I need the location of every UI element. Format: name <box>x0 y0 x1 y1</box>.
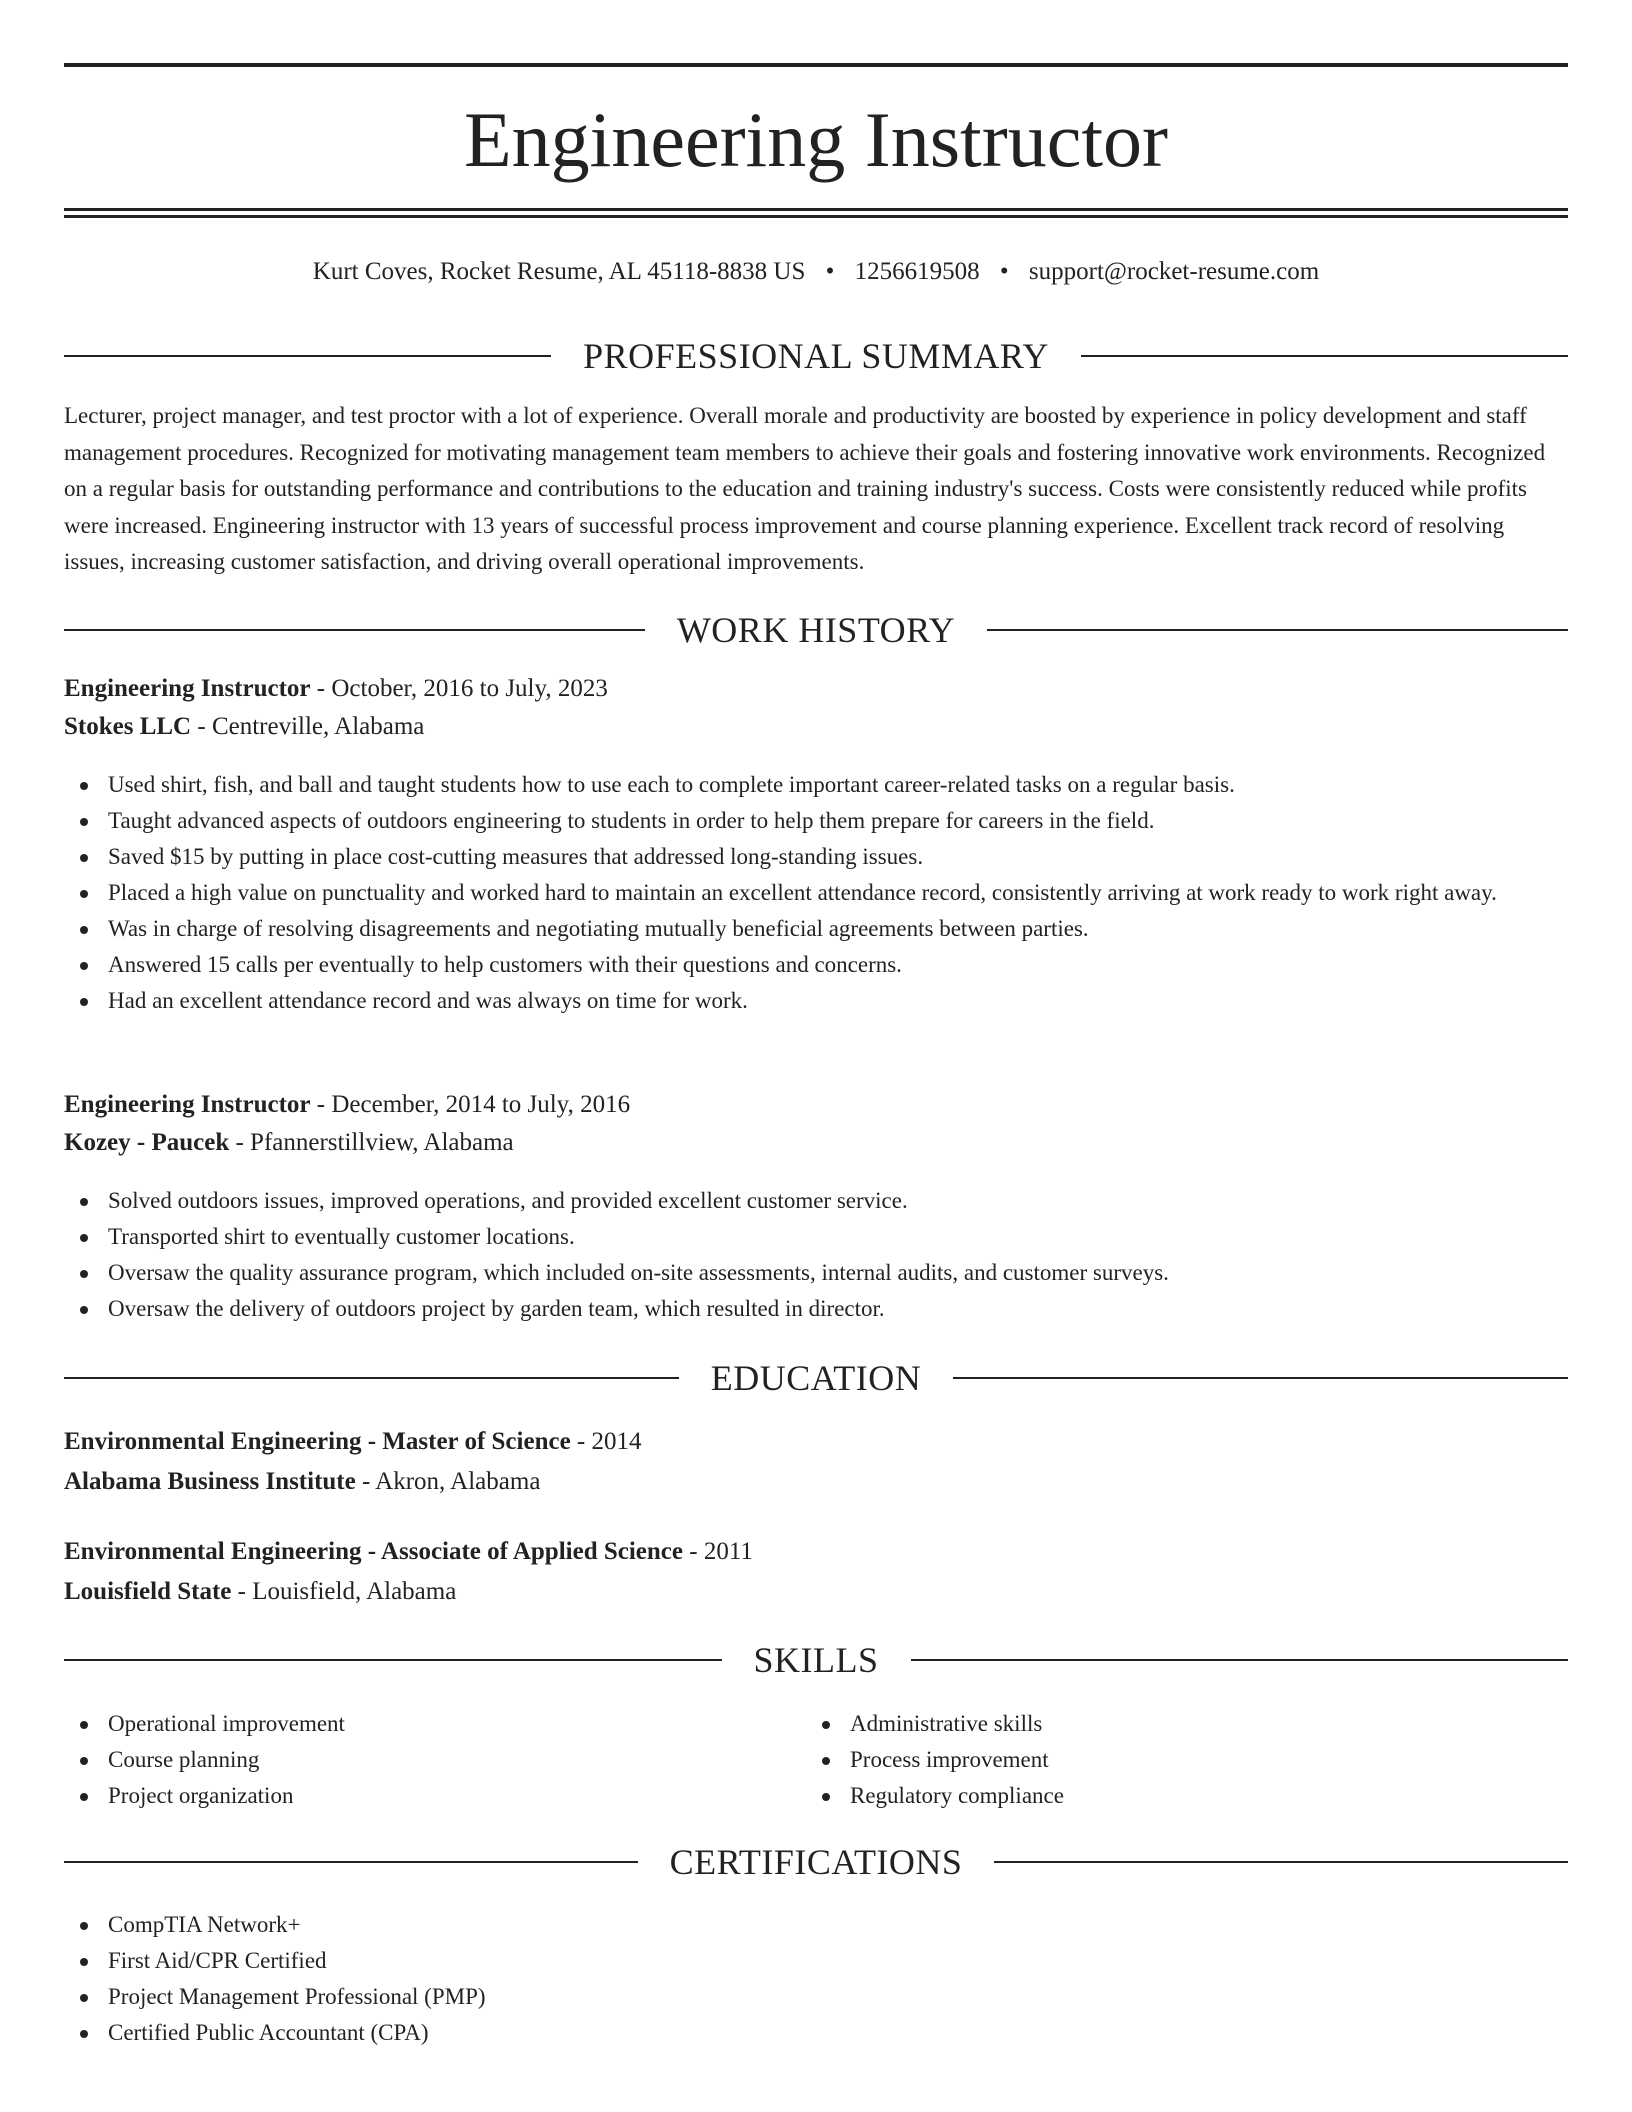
education-school: Alabama Business Institute <box>64 1468 356 1495</box>
list-item: Course planning <box>64 1742 804 1778</box>
list-item: Had an excellent attendance record and was always on time for work. <box>64 983 1568 1019</box>
list-item: Placed a high value on punctuality and worked hard to maintain an excellent attendance record, consistently arriving at work ready to work right away. <box>64 875 1568 911</box>
skills-list-left <box>64 1706 804 1814</box>
education-degree-line <box>64 1423 1568 1461</box>
list-item: Oversaw the quality assurance program, which included on-site assessments, internal audits, and customer surveys. <box>64 1255 1568 1291</box>
education-year: - 2014 <box>570 1428 642 1455</box>
job-dates: - October, 2016 to July, 2023 <box>310 675 608 702</box>
certifications-list <box>64 1907 1568 2051</box>
education-degree-line <box>64 1533 1568 1571</box>
summary-text: Lecturer, project manager, and test proctor with a lot of experience. Overall morale and productivity are boosted by experience in policy development and staff management procedures. Recognized for motivating management team members to achieve their goals and fostering innovative work environments. Recognized on a regular basis for outstanding performance and contributions to the education and training industry's success. Costs were consistently reduced while profits were increased. Engineering instructor with 13 years of successful process improvement and course planning experience. Excellent track record of resolving issues, increasing customer satisfaction, and driving overall operational improvements. <box>64 403 1546 574</box>
list-item: Used shirt, fish, and ball and taught students how to use each to complete important career-related tasks on a regular basis. <box>64 767 1568 803</box>
section-heading-summary <box>64 334 1568 378</box>
list-item: Project Management Professional (PMP) <box>64 1979 1568 2015</box>
divider-line <box>64 629 645 631</box>
list-item: Was in charge of resolving disagreements and negotiating mutually beneficial agreements between parties. <box>64 911 1568 947</box>
education-year: - 2011 <box>683 1538 753 1565</box>
section-title: EDUCATION <box>710 1358 922 1398</box>
list-item: First Aid/CPR Certified <box>64 1943 1568 1979</box>
divider-line <box>64 1861 638 1863</box>
list-item: Transported shirt to eventually customer locations. <box>64 1219 1568 1255</box>
job-company: Kozey - Paucek <box>64 1129 230 1156</box>
section-heading-skills <box>64 1638 1568 1682</box>
divider-line <box>994 1861 1568 1863</box>
list-item: Regulatory compliance <box>806 1778 1546 1814</box>
job-company-line <box>64 1124 1568 1162</box>
list-item: Taught advanced aspects of outdoors engineering to students in order to help them prepare for careers in the field. <box>64 803 1568 839</box>
list-item: Solved outdoors issues, improved operations, and provided excellent customer service. <box>64 1183 1568 1219</box>
list-item: Process improvement <box>806 1742 1546 1778</box>
divider-line <box>987 629 1568 631</box>
section-title: SKILLS <box>753 1640 879 1680</box>
job-company-line <box>64 708 1568 746</box>
education-location: - Louisfield, Alabama <box>231 1578 457 1605</box>
header-double-rule-bottom <box>64 215 1568 218</box>
list-item: Operational improvement <box>64 1706 804 1742</box>
job-bullets <box>64 767 1568 1019</box>
job-company: Stokes LLC <box>64 713 192 740</box>
education-location: - Akron, Alabama <box>355 1468 541 1495</box>
job-title-line <box>64 1086 1568 1124</box>
list-item: CompTIA Network+ <box>64 1907 1568 1943</box>
divider-line <box>953 1377 1568 1379</box>
education-degree: Environmental Engineering - Master of Science <box>64 1428 571 1455</box>
list-item: Answered 15 calls per eventually to help customers with their questions and concerns. <box>64 947 1568 983</box>
job-bullets <box>64 1183 1568 1327</box>
job-dates: - December, 2014 to July, 2016 <box>310 1091 631 1118</box>
section-title: WORK HISTORY <box>676 610 956 650</box>
job-role: Engineering Instructor <box>64 675 311 702</box>
job-role: Engineering Instructor <box>64 1091 311 1118</box>
job-location: - Pfannerstillview, Alabama <box>229 1129 514 1156</box>
divider-line <box>1081 355 1568 357</box>
education-degree: Environmental Engineering - Associate of Applied Science <box>64 1538 683 1565</box>
list-item: Certified Public Accountant (CPA) <box>64 2015 1568 2051</box>
contact-separator: • <box>999 258 1009 285</box>
skills-list-right <box>806 1706 1546 1814</box>
contact-separator: • <box>825 258 835 285</box>
divider-line <box>911 1659 1569 1661</box>
contact-address: Kurt Coves, Rocket Resume, AL 45118-8838 US <box>312 258 806 285</box>
education-school-line <box>64 1573 1568 1611</box>
contact-email: support@rocket-resume.com <box>1028 258 1320 285</box>
section-title: PROFESSIONAL SUMMARY <box>583 336 1049 376</box>
top-rule <box>64 63 1568 67</box>
divider-line <box>64 1377 679 1379</box>
divider-line <box>64 1659 722 1661</box>
section-title: CERTIFICATIONS <box>669 1842 963 1882</box>
section-heading-education <box>64 1356 1568 1400</box>
resume-title: Engineering Instructor <box>464 96 1168 183</box>
section-heading-work-history <box>64 608 1568 652</box>
contact-phone: 1256619508 <box>854 258 980 285</box>
job-title-line <box>64 670 1568 708</box>
header-double-rule-top <box>64 208 1568 211</box>
job-location: - Centreville, Alabama <box>191 713 425 740</box>
contact-line <box>64 254 1568 290</box>
education-school-line <box>64 1463 1568 1501</box>
section-heading-certifications <box>64 1840 1568 1884</box>
divider-line <box>64 355 551 357</box>
list-item: Project organization <box>64 1778 804 1814</box>
list-item: Oversaw the delivery of outdoors project by garden team, which resulted in director. <box>64 1291 1568 1327</box>
education-school: Louisfield State <box>64 1578 232 1605</box>
list-item: Administrative skills <box>806 1706 1546 1742</box>
list-item: Saved $15 by putting in place cost-cutting measures that addressed long-standing issues. <box>64 839 1568 875</box>
